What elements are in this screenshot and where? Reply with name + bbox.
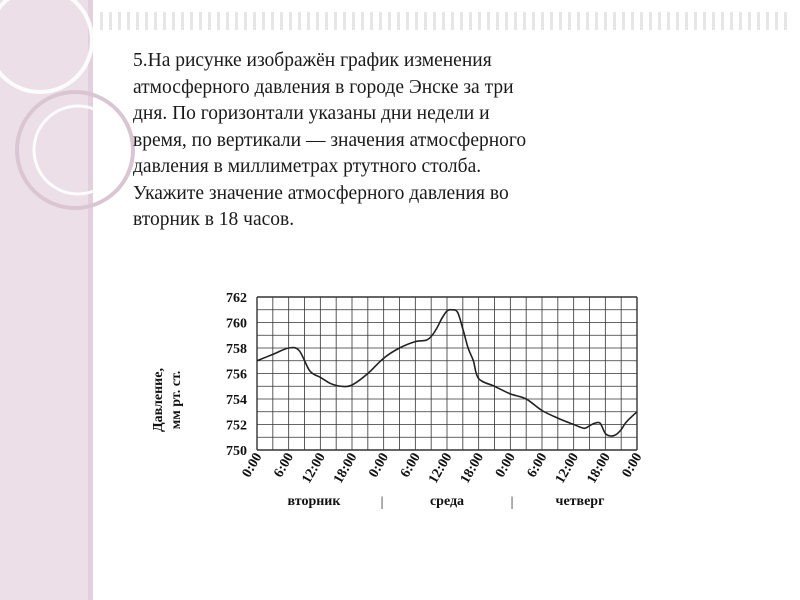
- decorative-circles: [0, 0, 140, 300]
- x-tick-label: 6:00: [271, 450, 298, 481]
- question-line: 5.На рисунке изображён график изменения: [133, 50, 492, 71]
- x-tick-label: 18:00: [584, 450, 614, 487]
- x-tick-label: 12:00: [299, 450, 329, 487]
- question-line: Укажите значение атмосферного давления во: [133, 182, 509, 204]
- x-tick-label: 12:00: [426, 450, 456, 487]
- y-tick-label: 762: [226, 291, 247, 306]
- day-separator: |: [380, 495, 384, 510]
- x-tick-label: 18:00: [457, 450, 488, 487]
- y-tick-label: 758: [226, 342, 247, 357]
- question-line: время, по вертикали — значения атмосферного: [133, 129, 527, 151]
- y-axis-label-line1: Давление,: [151, 368, 166, 432]
- x-tick-label: 6:00: [524, 450, 551, 481]
- day-label-wednesday: среда: [429, 494, 465, 509]
- y-axis-label-line2: мм рт. ст.: [169, 370, 184, 430]
- question-line: давления в миллиметрах ртутного столба.: [133, 156, 482, 177]
- x-tick-labels: [240, 451, 646, 487]
- top-decorative-hatch: [100, 12, 790, 30]
- y-tick-label: 752: [226, 418, 247, 434]
- day-separator: |: [510, 495, 514, 510]
- pressure-chart: [140, 280, 660, 520]
- x-tick-label: 18:00: [331, 450, 361, 487]
- day-label-thursday: четверг: [555, 494, 605, 509]
- x-tick-label: 0:00: [239, 450, 266, 481]
- y-tick-label: 760: [226, 316, 247, 332]
- y-axis-label-group: [151, 368, 184, 432]
- question-text: [133, 48, 693, 234]
- x-tick-label: 6:00: [397, 450, 424, 481]
- y-tick-label: 750: [226, 444, 247, 459]
- question-line: вторник в 18 часов.: [133, 209, 295, 230]
- x-tick-label: 0:00: [619, 450, 646, 481]
- y-tick-label: 754: [226, 393, 247, 408]
- question-line: атмосферного давления в городе Энске за три: [133, 76, 514, 98]
- y-tick-labels: [226, 291, 247, 459]
- question-line: дня. По горизонтали указаны дни недели и: [133, 103, 490, 124]
- x-tick-label: 0:00: [366, 450, 393, 481]
- x-tick-label: 12:00: [552, 450, 583, 487]
- day-labels: [288, 494, 605, 510]
- x-tick-label: 0:00: [492, 450, 519, 481]
- day-label-tuesday: вторник: [287, 494, 341, 509]
- y-tick-label: 756: [226, 367, 247, 383]
